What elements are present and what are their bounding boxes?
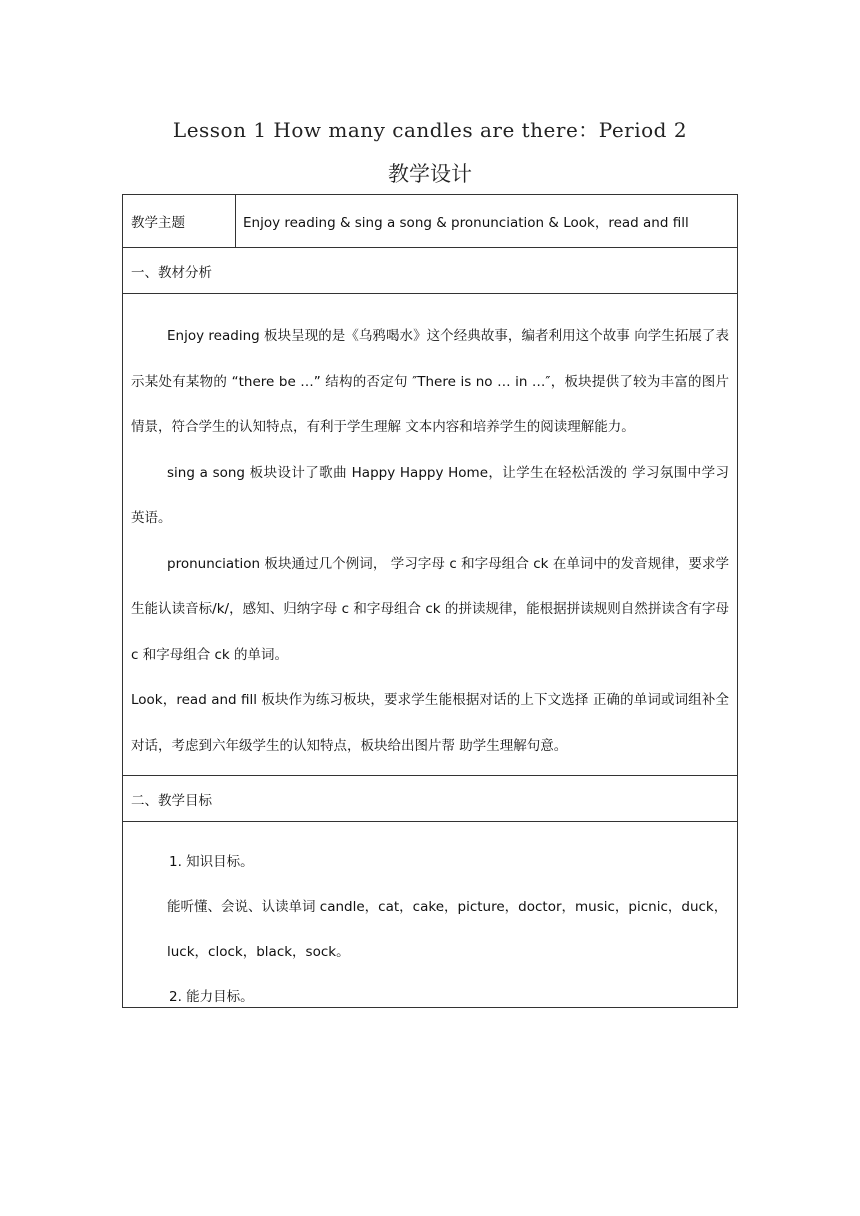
analysis-paragraph-pronunciation: pronunciation 板块通过几个例词， 学习字母 c 和字母组合 ck 在单词中的发音规律，要求学生能认读音标/k/，感知、归纳字母 c 和字母组合 ck 的拼读规律，能根据拼读规则自然拼读含有字母 c 和字母组合 ck 的单词。 (131, 555, 729, 663)
analysis-paragraph-look-read-fill: Look，read and fill 板块作为练习板块，要求学生能根据对话的上下文选择 正确的单词或词组补全对话，考虑到六年级学生的认知特点，板块给出图片帮 助学生理解句意。 (131, 692, 729, 754)
goals-body (123, 821, 737, 1007)
theme-row (123, 195, 737, 247)
goal-knowledge-text: 能听懂、会说、认读单词 candle，cat，cake，picture，doctor，music，picnic，duck，luck，clock，black，sock。 (167, 899, 728, 960)
theme-value: Enjoy reading & sing a song & pronunciation & Look，read and fill (243, 215, 689, 231)
analysis-paragraph-song: sing a song 板块设计了歌曲 Happy Happy Home，让学生在轻松活泼的 学习氛围中学习英语。 (131, 464, 729, 526)
analysis-heading: 一、教材分析 (123, 247, 737, 293)
goal-item-ability: 2. 能力目标。 (169, 989, 254, 1005)
analysis-paragraph-reading: Enjoy reading 板块呈现的是《乌鸦喝水》这个经典故事，编者利用这个故事 向学生拓展了表示某处有某物的 “there be …” 结构的否定句 ″There is no … in …″，板块提供了较为丰富的图片情景，符合学生的认知特点，有利于学生理解 文本内容和培养学生的阅读理解能力。 (131, 328, 729, 435)
theme-label: 教学主题 (123, 195, 236, 247)
document-title: Lesson 1 How many candles are there：Period 2 (172, 118, 688, 142)
analysis-body (123, 293, 737, 775)
lesson-plan-table (122, 194, 738, 1008)
goal-item-knowledge: 1. 知识目标。 (169, 854, 254, 870)
document-subtitle: 教学设计 (388, 162, 472, 186)
goals-heading: 二、教学目标 (123, 775, 737, 821)
